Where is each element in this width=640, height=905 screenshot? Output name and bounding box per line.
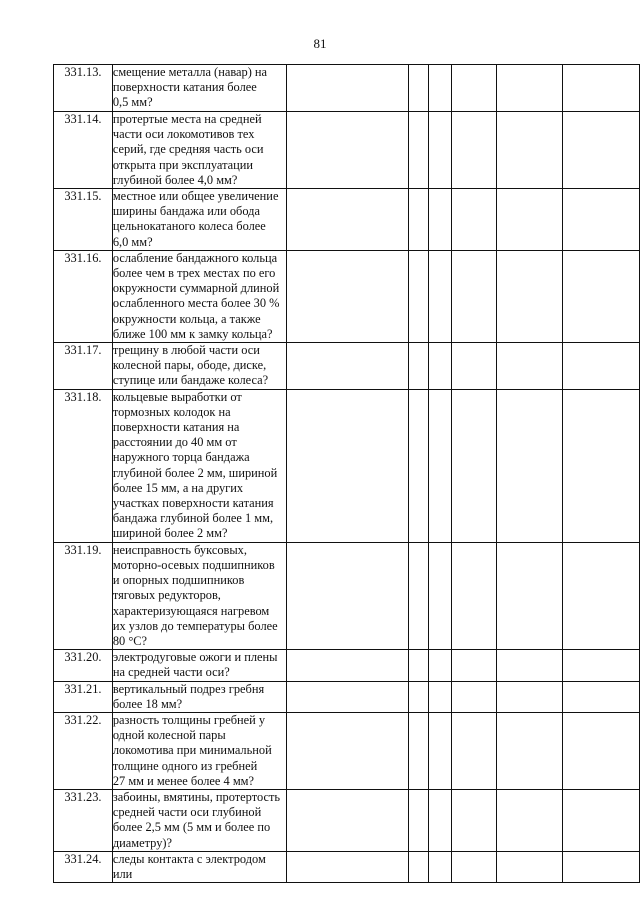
blank-cell xyxy=(429,65,452,112)
blank-cell xyxy=(452,65,497,112)
blank-cell xyxy=(429,250,452,342)
blank-cell xyxy=(496,712,563,789)
row-number: 331.14. xyxy=(54,112,113,189)
blank-cell xyxy=(452,650,497,681)
blank-cell xyxy=(287,712,408,789)
blank-cell xyxy=(563,542,640,649)
row-number: 331.16. xyxy=(54,250,113,342)
blank-cell xyxy=(496,681,563,712)
blank-cell xyxy=(287,343,408,390)
row-text: разность толщины гребней у одной колесной пары локомотива при минимальной толщине одного из гребней 27 мм и менее более 4 мм? xyxy=(112,712,272,788)
blank-cell xyxy=(563,343,640,390)
blank-cell xyxy=(429,343,452,390)
blank-cell xyxy=(452,112,497,189)
row-text: электродуговые ожоги и плены на средней части оси? xyxy=(112,650,278,680)
page-number: 81 xyxy=(313,36,327,51)
blank-cell xyxy=(563,681,640,712)
blank-cell xyxy=(429,712,452,789)
blank-cell xyxy=(408,789,429,851)
blank-cell xyxy=(452,189,497,251)
blank-cell xyxy=(429,650,452,681)
blank-cell xyxy=(496,112,563,189)
blank-cell xyxy=(287,650,408,681)
blank-cell xyxy=(408,681,429,712)
table-row xyxy=(54,650,640,681)
blank-cell xyxy=(287,112,408,189)
row-number: 331.15. xyxy=(54,189,113,251)
table-row xyxy=(54,851,640,882)
blank-cell xyxy=(496,789,563,851)
row-number: 331.24. xyxy=(54,851,113,882)
blank-cell xyxy=(287,789,408,851)
row-text: кольцевые выработки от тормозных колодок на поверхности катания на расстоянии до 40 мм от наружного торца бандажа глубиной более 2 мм, шириной более 15 мм, а на других участках поверхности катания бандажа глубиной более 1 мм, шириной более 2 мм? xyxy=(112,389,278,541)
row-number: 331.22. xyxy=(54,712,113,789)
blank-cell xyxy=(563,189,640,251)
blank-cell xyxy=(496,250,563,342)
blank-cell xyxy=(429,542,452,649)
table-row xyxy=(54,250,640,342)
blank-cell xyxy=(452,250,497,342)
blank-cell xyxy=(287,851,408,882)
row-text: местное или общее увеличение ширины бандажа или обода цельнокатаного колеса более 6,0 мм? xyxy=(112,189,279,249)
table-row xyxy=(54,189,640,251)
blank-cell xyxy=(429,789,452,851)
row-number: 331.18. xyxy=(54,389,113,542)
blank-cell xyxy=(496,650,563,681)
table-row xyxy=(54,112,640,189)
blank-cell xyxy=(429,389,452,542)
blank-cell xyxy=(408,65,429,112)
blank-cell xyxy=(496,389,563,542)
blank-cell xyxy=(452,712,497,789)
row-text: протертые места на средней части оси локомотивов тех серий, где средняя часть оси открыта при эксплуатации глубиной более 4,0 мм? xyxy=(112,112,264,187)
blank-cell xyxy=(452,542,497,649)
blank-cell xyxy=(429,189,452,251)
row-text: трещину в любой части оси колесной пары, ободе, диске, ступице или бандаже колеса? xyxy=(112,343,269,388)
blank-cell xyxy=(563,650,640,681)
blank-cell xyxy=(563,65,640,112)
blank-cell xyxy=(408,189,429,251)
table-row xyxy=(54,542,640,649)
blank-cell xyxy=(429,851,452,882)
blank-cell xyxy=(452,789,497,851)
blank-cell xyxy=(563,789,640,851)
row-text: ослабление бандажного кольца более чем в трех местах по его окружности суммарной длиной ослабленного места более 30 % окружности кольца, а также ближе 100 мм к замку кольца? xyxy=(112,250,280,341)
row-text: смещение металла (навар) на поверхности катания более 0,5 мм? xyxy=(112,65,268,110)
row-number: 331.21. xyxy=(54,681,113,712)
blank-cell xyxy=(563,851,640,882)
blank-cell xyxy=(408,650,429,681)
blank-cell xyxy=(408,250,429,342)
table-row xyxy=(54,712,640,789)
table-row xyxy=(54,789,640,851)
blank-cell xyxy=(408,712,429,789)
blank-cell xyxy=(496,65,563,112)
table-row xyxy=(54,343,640,390)
blank-cell xyxy=(287,189,408,251)
blank-cell xyxy=(408,851,429,882)
blank-cell xyxy=(408,389,429,542)
table-row xyxy=(54,389,640,542)
blank-cell xyxy=(563,389,640,542)
row-text: следы контакта с электродом или xyxy=(112,851,266,881)
row-number: 331.19. xyxy=(54,542,113,649)
blank-cell xyxy=(287,389,408,542)
blank-cell xyxy=(429,112,452,189)
row-text: вертикальный подрез гребня более 18 мм? xyxy=(112,681,265,711)
row-text: забоины, вмятины, протертость средней части оси глубиной более 2,5 мм (5 мм и более по диаметру)? xyxy=(112,789,281,850)
row-number: 331.13. xyxy=(54,65,113,112)
blank-cell xyxy=(496,542,563,649)
blank-cell xyxy=(452,343,497,390)
blank-cell xyxy=(452,389,497,542)
row-text: неисправность буксовых, моторно-осевых подшипников и опорных подшипников тяговых редукторов, характеризующаяся нагревом их узлов до температуры более 80 °С? xyxy=(112,542,278,648)
blank-cell xyxy=(287,65,408,112)
blank-cell xyxy=(496,851,563,882)
table-row xyxy=(54,65,640,112)
blank-cell xyxy=(452,851,497,882)
blank-cell xyxy=(452,681,497,712)
blank-cell xyxy=(429,681,452,712)
table-row xyxy=(54,681,640,712)
blank-cell xyxy=(408,542,429,649)
blank-cell xyxy=(496,189,563,251)
blank-cell xyxy=(496,343,563,390)
blank-cell xyxy=(563,712,640,789)
row-number: 331.23. xyxy=(54,789,113,851)
blank-cell xyxy=(287,250,408,342)
blank-cell xyxy=(563,250,640,342)
blank-cell xyxy=(563,112,640,189)
blank-cell xyxy=(408,112,429,189)
row-number: 331.17. xyxy=(54,343,113,390)
blank-cell xyxy=(287,681,408,712)
blank-cell xyxy=(408,343,429,390)
row-number: 331.20. xyxy=(54,650,113,681)
checklist-table xyxy=(53,64,640,883)
blank-cell xyxy=(287,542,408,649)
